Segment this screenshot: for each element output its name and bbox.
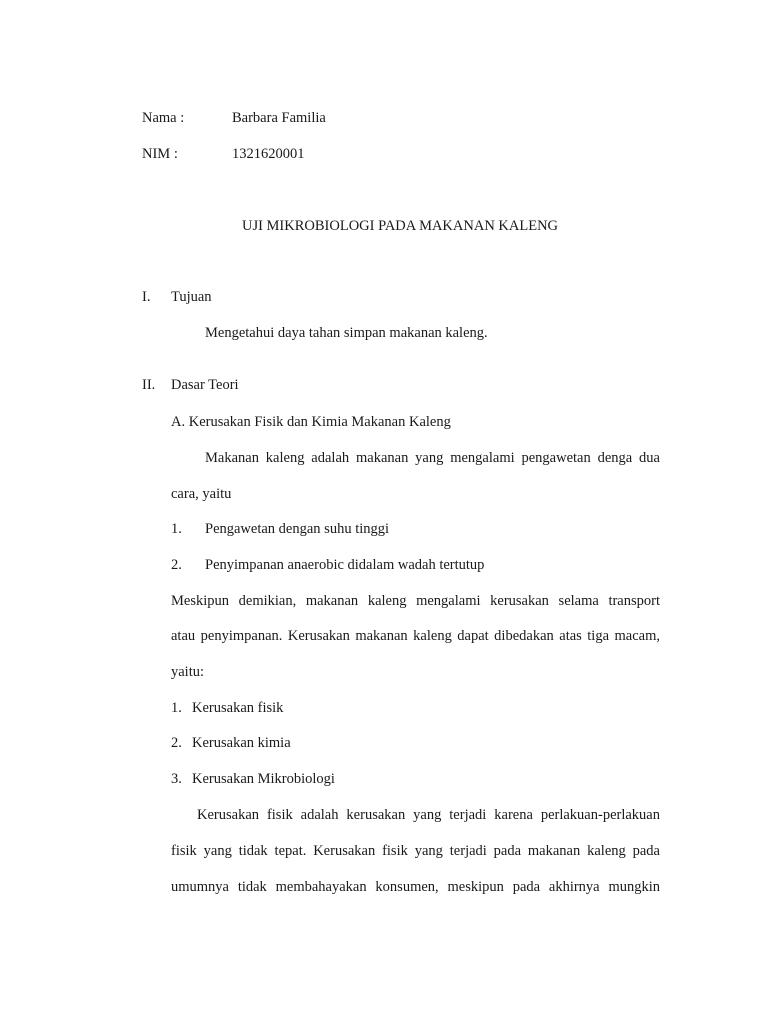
nama-label: Nama : (142, 110, 185, 126)
damage-type-1-text: Kerusakan fisik (192, 700, 284, 716)
paragraph-1-line-1: Makanan kaleng adalah makanan yang mengalami pengawetan denga dua (205, 450, 660, 466)
method-2-text: Penyimpanan anaerobic didalam wadah tertutup (205, 557, 485, 573)
nim-label: NIM : (142, 146, 178, 162)
method-1-text: Pengawetan dengan suhu tinggi (205, 521, 390, 537)
section-1-number: I. (142, 289, 151, 305)
method-2-number: 2. (171, 557, 182, 573)
nama-value: Barbara Familia (232, 110, 326, 126)
section-2-number: II. (142, 377, 156, 393)
damage-type-3-number: 3. (171, 771, 182, 787)
paragraph-3-line-3: umumnya tidak membahayakan konsumen, meskipun pada akhirnya mungkin (171, 879, 660, 895)
damage-type-1-number: 1. (171, 700, 182, 716)
paragraph-3-line-2: fisik yang tidak tepat. Kerusakan fisik yang terjadi pada makanan kaleng pada (171, 843, 660, 859)
paragraph-1-line-2: cara, yaitu (171, 486, 232, 502)
section-1-text: Mengetahui daya tahan simpan makanan kaleng. (205, 325, 488, 341)
section-2-heading: Dasar Teori (171, 377, 239, 393)
paragraph-2-line-2: atau penyimpanan. Kerusakan makanan kaleng dapat dibedakan atas tiga macam, (171, 628, 660, 644)
method-1-number: 1. (171, 521, 182, 537)
nim-value: 1321620001 (232, 146, 305, 162)
paragraph-2-line-1: Meskipun demikian, makanan kaleng mengalami kerusakan selama transport (171, 593, 660, 609)
section-1-heading: Tujuan (171, 289, 212, 305)
paragraph-2-line-3: yaitu: (171, 664, 205, 680)
paragraph-3-line-1: Kerusakan fisik adalah kerusakan yang terjadi karena perlakuan-perlakuan (197, 807, 660, 823)
subsection-a-heading: A. Kerusakan Fisik dan Kimia Makanan Kaleng (171, 414, 451, 430)
damage-type-3-text: Kerusakan Mikrobiologi (192, 771, 335, 787)
damage-type-2-number: 2. (171, 735, 182, 751)
document-title: UJI MIKROBIOLOGI PADA MAKANAN KALENG (241, 218, 559, 234)
damage-type-2-text: Kerusakan kimia (192, 735, 291, 751)
